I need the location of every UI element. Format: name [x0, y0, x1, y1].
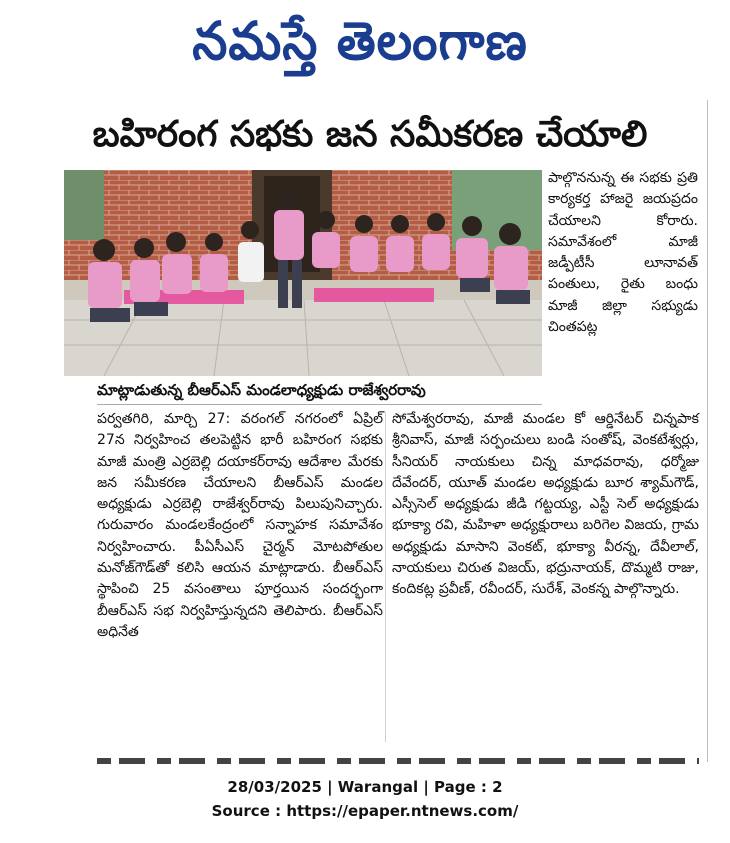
article-photo: [64, 170, 542, 376]
article-column-left: పర్వతగిరి, మార్చి 27: వరంగల్ నగరంలో ఏప్రిల్ 27న నిర్వహించ తలపెట్టిన భారీ బహిరంగ సభకు మాజీ మంత్రి ఎర్రబెల్లి దయాకర్‌రావు ఆదేశాల మేరకు జన సమీకరణ చేయాలని బీఆర్ఎస్ మండల అధ్యక్షుడు ఎర్రబెల్లి రాజేశ్వర్‌రావు పిలుపునిచ్చారు. గురువారం మండలకేంద్రంలో సన్నాహక సమావేశం నిర్వహించారు. పీఏసీఎస్ చైర్మన్ మోటపోతుల మనోజ్‌గౌడ్‌తో కలిసి ఆయన మాట్లాడారు. బీఆర్ఎస్ స్థాపించి 25 వసంతాలు పూర్తయిన సందర్భంగా బీఆర్ఎస్ సభ నిర్వహిస్తున్నదని తెలిపారు. బీఆర్ఎస్ అధినేత: [97, 411, 383, 640]
article-headline: బహిరంగ సభకు జన సమీకరణ చేయాలి: [92, 114, 648, 155]
photo-caption: మాట్లాడుతున్న బీఆర్ఎస్ మండలాధ్యక్షుడు రాజేశ్వరరావు: [97, 376, 542, 405]
page-vertical-rule: [707, 100, 708, 762]
meeting-photo-illustration: [64, 170, 542, 376]
footer-source-line: Source : https://epaper.ntnews.com/: [211, 802, 519, 820]
article-column-right: పాల్గొననున్న ఈ సభకు ప్రతి కార్యకర్త హాజరై జయప్రదం చేయాలని కోరారు. సమావేశంలో మాజీ జడ్పీటీసీ లూనావత్ పంతులు, రైతు బంధు మాజీ జిల్లా సభ్యుడు చింతపట్ల: [548, 170, 698, 336]
newspaper-masthead: నమస్తే తెలంగాణ: [192, 10, 528, 72]
clipped-next-headline: [97, 758, 699, 764]
article-column-middle: సోమేశ్వరరావు, మాజీ మండల కో ఆర్డినేటర్ చిన్నపాక శ్రీనివాస్, మాజీ సర్పంచులు బండి సంతోష్, వెంకటేశ్వర్లు, సీనియర్ నాయకులు చిన్న మాధవరావు, ధర్మోజు దేవేందర్, యూత్ మండల అధ్యక్షుడు బూర శ్యామ్‌గౌడ్, ఎస్సీసెల్ అధ్యక్షుడు జీడి గట్టయ్య, ఎస్టీ సెల్ అధ్యక్షుడు భూక్యా రవి, మహిళా అధ్యక్షురాలు బరిగెల విజయ, గ్రామ అధ్యక్షుడు మాసాని వెంకట్, భూక్యా వీరన్న, దేవీలాల్, నాయకులు చిరుత విజయ్, భద్రునాయక్, దొమ్మటి రాజు, కందికట్ల ప్రవీణ్, రవీందర్, సురేశ్, వెంకన్న పాల్గొన్నారు.: [392, 411, 699, 598]
footer-date-line: 28/03/2025 | Warangal | Page : 2: [227, 778, 503, 796]
column-divider: [385, 412, 386, 742]
